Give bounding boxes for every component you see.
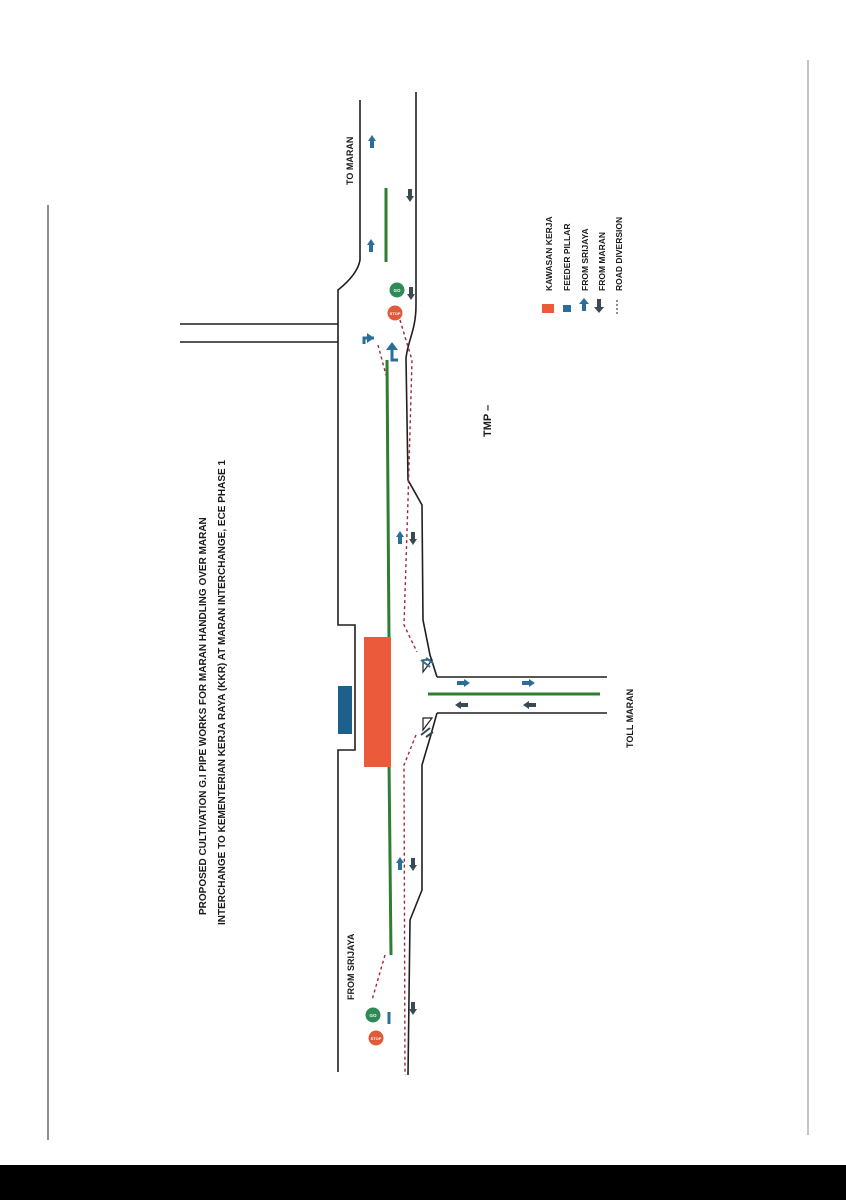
traffic-arrow-2-icon [406, 189, 414, 202]
feeder-pillar-block [338, 686, 352, 734]
traffic-arrows [367, 135, 536, 1015]
traffic-arrow-4-icon [396, 531, 404, 544]
road-diversion-upper [400, 320, 417, 652]
legend-work-area-swatch [542, 304, 554, 313]
stop-go-signs-bottom [366, 1008, 384, 1046]
traffic-arrow-6-icon [396, 857, 404, 870]
toll-maran-label: TOLL MARAN [625, 688, 635, 748]
turn-arrow-srijaya-head [367, 333, 374, 343]
median-segment-3 [389, 760, 391, 955]
road-diversion-taper [372, 955, 385, 1000]
traffic-arrow-10-icon [522, 679, 535, 687]
road-diversion-lower [404, 735, 416, 1075]
traffic-arrow-8-icon [409, 1002, 417, 1015]
go-sign-top-text: GO [393, 288, 401, 293]
title-line-1: PROPOSED CULTIVATION G.I PIPE WORKS FOR MARAN HANDLING OVER MARAN [198, 517, 209, 915]
legend-feeder-pillar-swatch [563, 305, 571, 312]
road-diversion-junction [378, 345, 386, 375]
tmp-label: TMP – [482, 404, 494, 437]
side-road-left [180, 324, 338, 342]
legend [542, 216, 624, 314]
legend-label-2: FROM SRIJAYA [580, 228, 590, 291]
bottom-black-band [0, 1165, 846, 1200]
legend-maran-arrow-icon [594, 299, 604, 313]
legend-label-4: ROAD DIVERSION [614, 216, 624, 291]
traffic-arrow-1-icon [367, 239, 375, 252]
stop-go-signs-top [388, 283, 405, 321]
traffic-arrow-9-icon [457, 679, 470, 687]
traffic-arrow-12-icon [523, 701, 536, 709]
legend-label-3: FROM MARAN [597, 231, 607, 291]
turn-arrow-maran-head [386, 342, 398, 350]
legend-srijaya-arrow-icon [579, 298, 589, 311]
from-srijaya-label: FROM SRIJAYA [346, 933, 356, 1000]
go-sign-bottom-text: GO [369, 1013, 377, 1018]
to-maran-label: TO MARAN [345, 136, 355, 185]
legend-label-1: FEEDER PILLAR [562, 223, 572, 291]
traffic-arrow-7-icon [409, 858, 417, 871]
work-area-block [364, 637, 391, 767]
island-bottom [423, 718, 432, 730]
stop-sign-top-text: STOP [389, 311, 401, 316]
traffic-arrow-0-icon [368, 135, 376, 148]
traffic-arrow-11-icon [455, 701, 468, 709]
legend-label-0: KAWASAN KERJA [544, 216, 554, 291]
main-road-left-edge [338, 100, 360, 1072]
traffic-arrow-3-icon [407, 287, 415, 300]
median-segment-2 [387, 360, 389, 640]
traffic-arrow-5-icon [409, 532, 417, 545]
stop-sign-bottom-text: STOP [370, 1036, 382, 1041]
title-line-2: INTERCHANGE TO KEMENTERIAN KERJA RAYA (KKR) AT MARAN INTERCHANGE, ECE PHASE 1 [217, 459, 228, 925]
main-road-right-edge-lower [408, 713, 437, 1075]
